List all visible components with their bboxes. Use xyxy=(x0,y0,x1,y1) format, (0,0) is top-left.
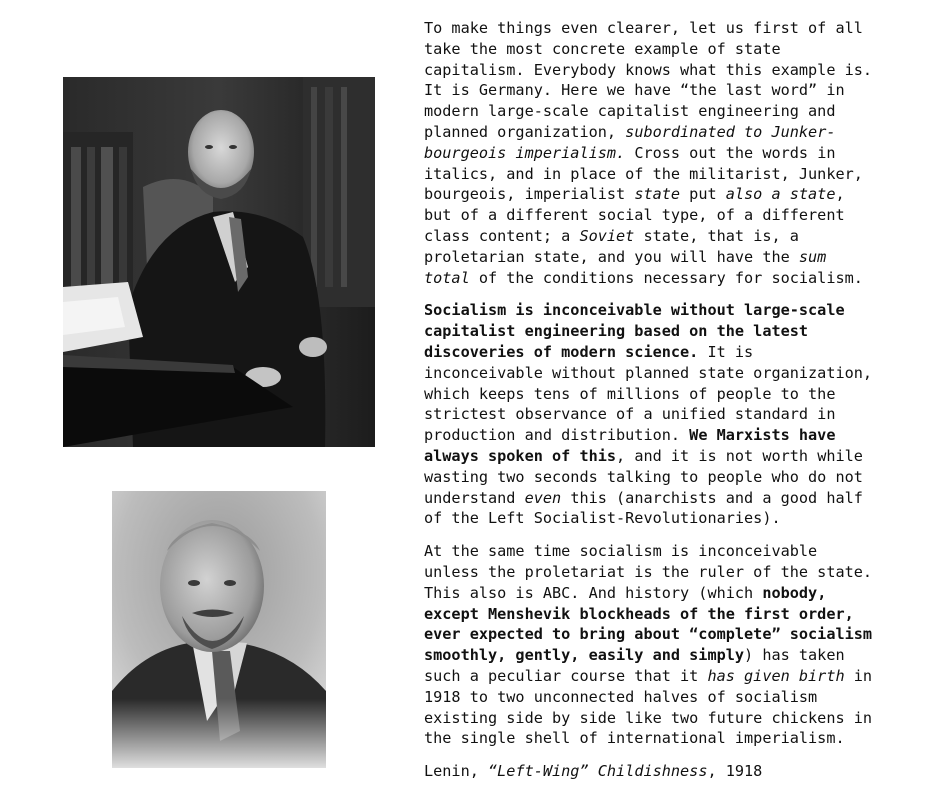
text-run: Cross out the words in italics, and in place of the militarist, Junker, bourgeois, imperialist xyxy=(424,143,863,204)
head-portrait-photo xyxy=(112,491,326,768)
text-run: We Marxists have always spoken of this xyxy=(424,426,836,465)
quote-text-column xyxy=(424,18,894,794)
seated-portrait-photo xyxy=(63,77,375,447)
text-run: even xyxy=(524,488,562,507)
text-run: To make things even clearer, let us first of all take the most concrete example of state capitalism. Everybody knows what this example is. It is Germany. Here we have “the last word” in modern large-scale capitalist engineering and planned organization, xyxy=(424,19,873,141)
text-run: , but of a different social type, of a different class content; a xyxy=(424,185,845,245)
text-run: put xyxy=(680,185,726,204)
text-run: state xyxy=(634,185,681,204)
text-run: subordinated to Junker- bourgeois imperialism. xyxy=(424,122,836,162)
paragraph-large-scale-engineering xyxy=(424,300,894,529)
text-run: Lenin, xyxy=(424,762,489,781)
text-run: , 1918 xyxy=(707,762,763,781)
text-run: of the conditions necessary for socialism. xyxy=(469,268,863,287)
text-run: nobody, except Menshevik blockheads of the first order, ever expected to bring about “complete” socialism smoothly, gently, easily and simply xyxy=(424,583,873,665)
text-run: It is inconceivable without planned state organization, which keeps tens of millions of people to the strictest observance of a unified standard in production and distribution. xyxy=(424,342,873,445)
text-run: state, that is, a proletarian state, and you will have the xyxy=(424,226,799,266)
text-run: ) has taken such a peculiar course that it xyxy=(424,646,845,685)
text-run: sum total xyxy=(424,247,827,287)
text-run: also a state xyxy=(725,185,836,204)
paragraph-proletariat-ruler xyxy=(424,541,894,749)
paragraph-state-capitalism xyxy=(424,18,894,288)
text-run: Socialism is inconceivable without large-scale capitalist engineering based on the latest discoveries of modern science. xyxy=(424,301,845,361)
text-run: At the same time socialism is inconceivable unless the proletariat is the ruler of the state. This also is ABC. And history (which xyxy=(424,542,873,602)
text-run: , and it is not worth while wasting two seconds talking to people who do not understand xyxy=(424,446,863,507)
text-run: this (anarchists and a good half of the Left Socialist-Revolutionaries). xyxy=(424,488,863,528)
text-run: “Left-Wing” Childishness xyxy=(488,762,708,781)
text-run: in 1918 to two unconnected halves of socialism existing side by side like two future chickens in the single shell of international imperialism. xyxy=(424,666,873,748)
citation xyxy=(424,761,894,782)
text-run: Soviet xyxy=(579,226,635,245)
text-run: has given birth xyxy=(707,666,845,685)
